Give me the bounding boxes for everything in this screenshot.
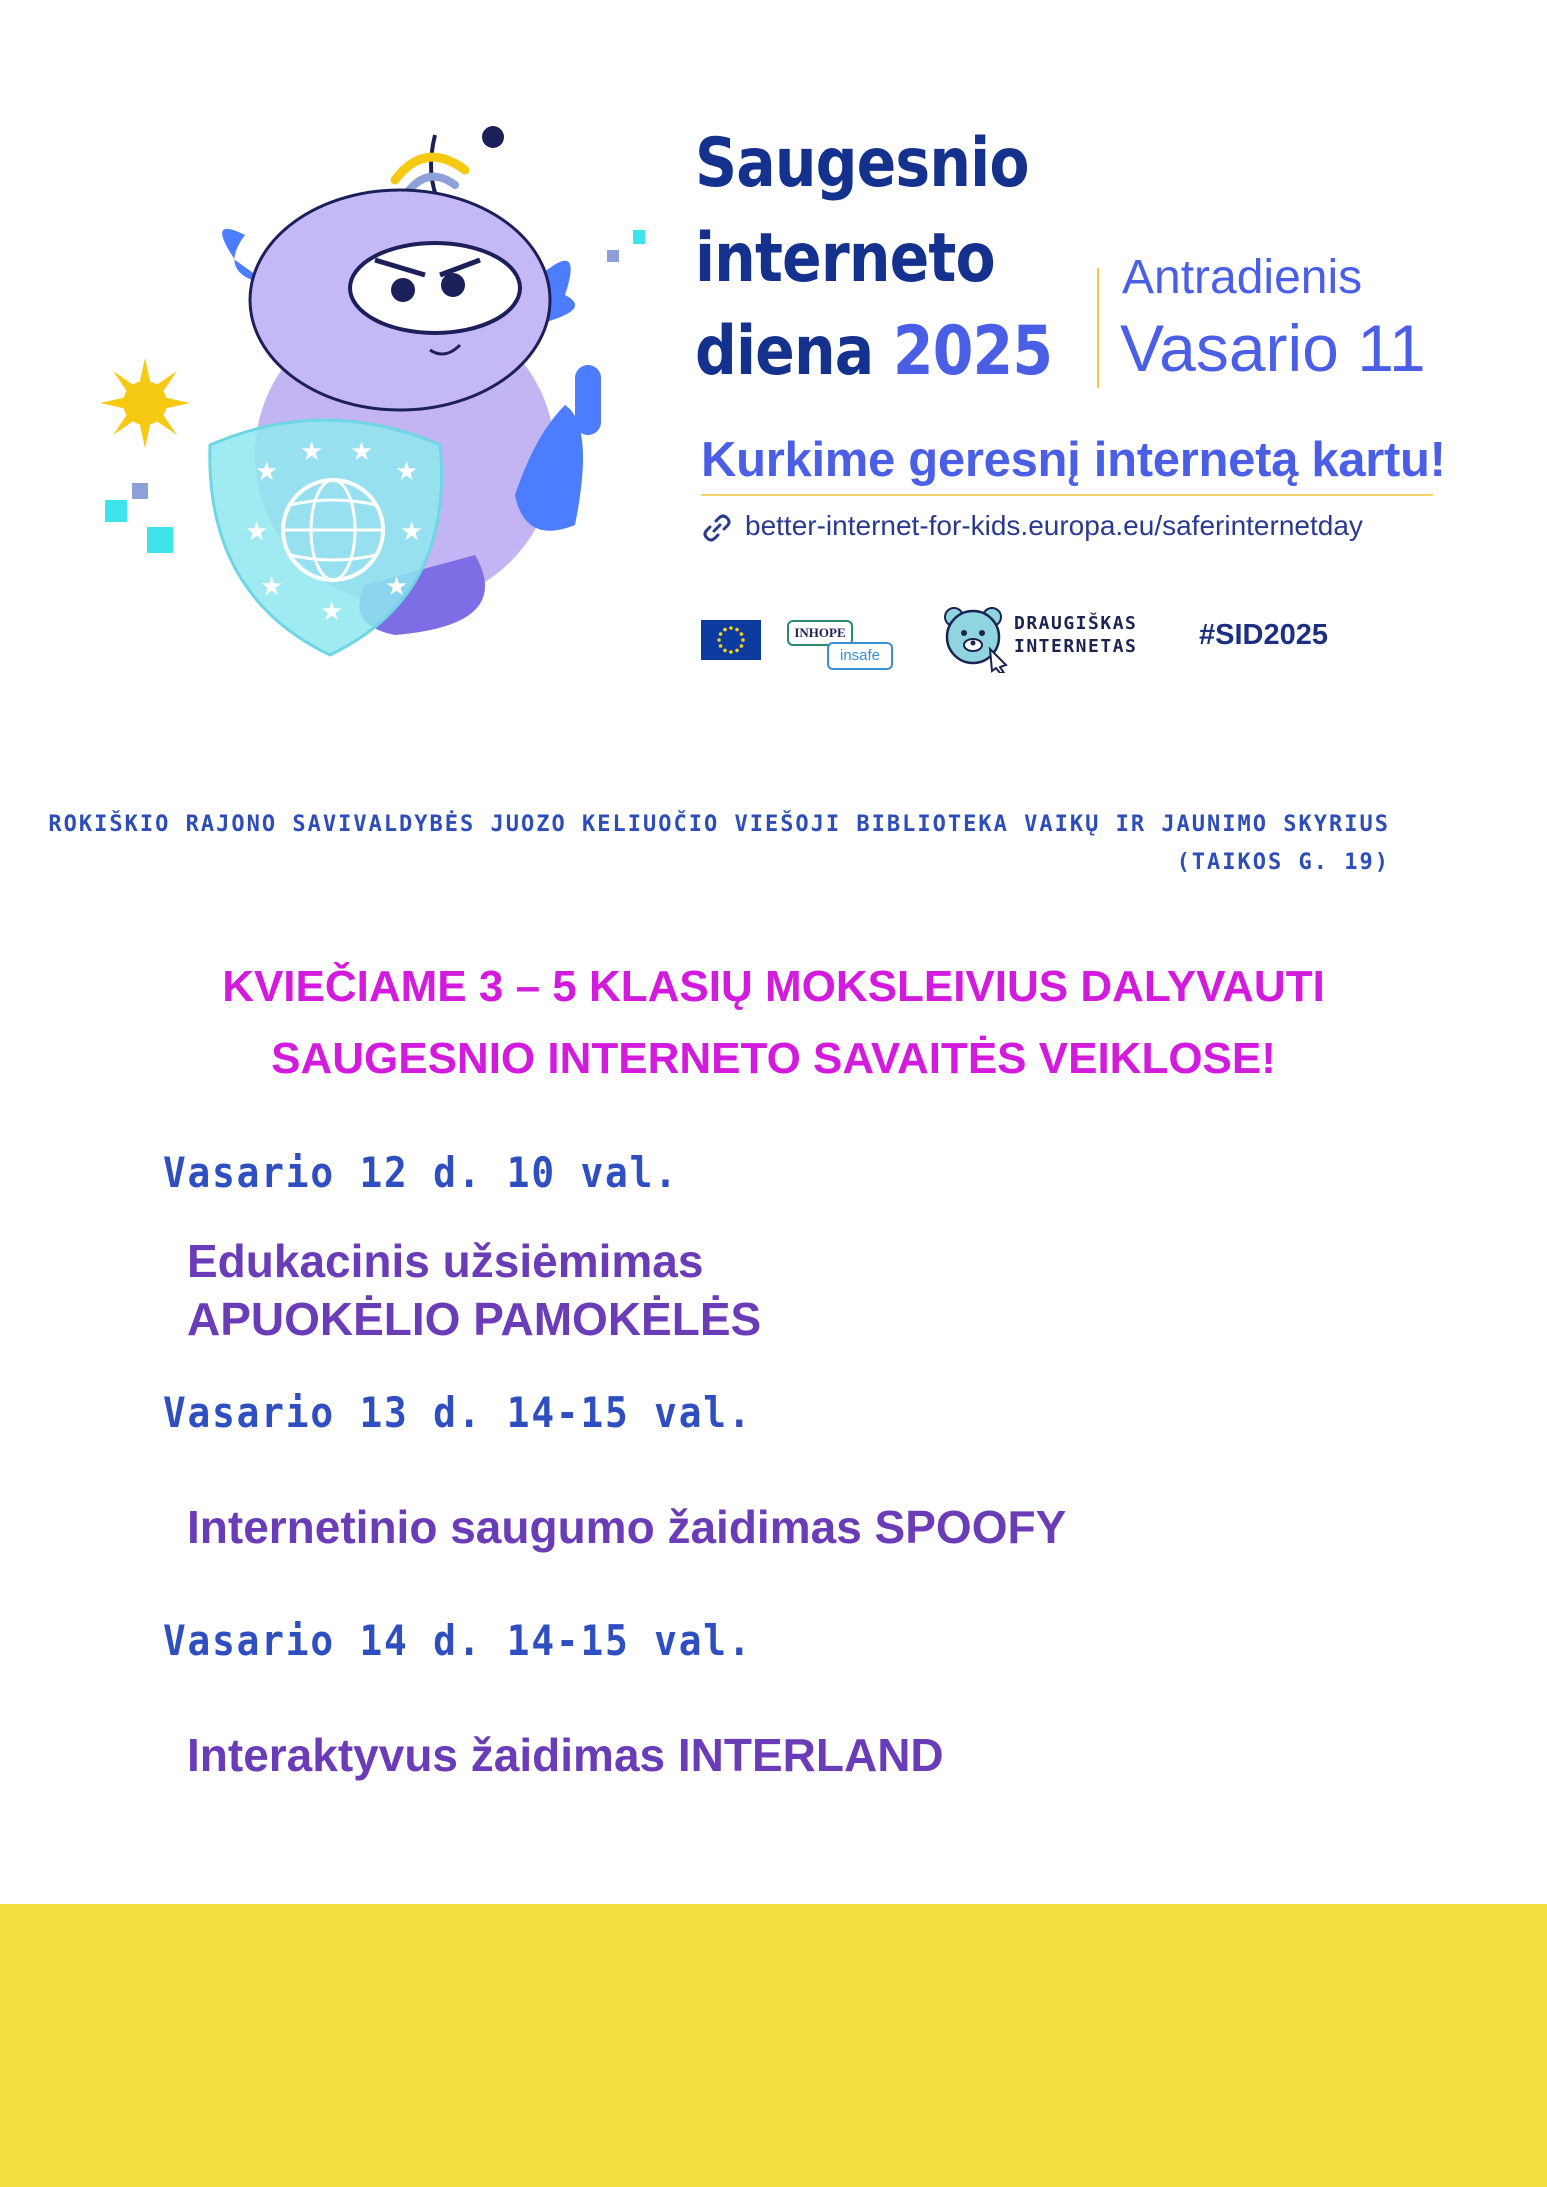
slogan: Kurkime geresnį internetą kartu!: [701, 433, 1446, 487]
library-name: ROKIŠKIO RAJONO SAVIVALDYBĖS JUOZO KELIUOČIO VIEŠOJI BIBLIOTEKA VAIKŲ IR JAUNIMO SKYRIUS: [48, 812, 1390, 837]
draugiskas-logo-line1: DRAUGIŠKAS: [1014, 613, 1138, 634]
event-3-title: Interaktyvus žaidimas INTERLAND: [187, 1729, 944, 1781]
svg-text:★: ★: [255, 457, 279, 487]
invitation-line-1: KVIEČIAME 3 – 5 KLASIŲ MOKSLEIVIUS DALYVAUTI: [222, 962, 1325, 1011]
invitation-line-2: SAUGESNIO INTERNETO SAVAITĖS VEIKLOSE!: [271, 1034, 1276, 1083]
library-address: (TAIKOS G. 19): [1176, 850, 1390, 875]
title-line-1: Saugesnio: [695, 124, 1029, 203]
title-year: 2025: [892, 312, 1053, 391]
svg-text:★: ★: [320, 597, 344, 627]
event-2-date: Vasario 13 d. 14-15 val.: [163, 1388, 753, 1437]
svg-text:★: ★: [245, 517, 269, 547]
website-link[interactable]: better-internet-for-kids.europa.eu/saferinternetday: [745, 510, 1363, 541]
svg-text:★: ★: [300, 437, 324, 467]
title-word-diena: diena: [695, 312, 874, 391]
mascot-illustration: [95, 125, 655, 665]
event-date: Vasario 11: [1120, 311, 1426, 385]
svg-text:★: ★: [260, 572, 284, 602]
event-1-title: Edukacinis užsiėmimas: [187, 1235, 704, 1287]
footer-band: [0, 1904, 1547, 2187]
title-line-2: interneto: [695, 219, 995, 298]
insafe-logo: insafe: [827, 642, 893, 670]
event-1-subtitle: APUOKĖLIO PAMOKĖLĖS: [187, 1293, 762, 1345]
link-icon: [701, 512, 733, 544]
inhope-logo: INHOPE: [787, 620, 853, 646]
bear-logo-icon: [940, 605, 1012, 673]
event-2-title: Internetinio saugumo žaidimas SPOOFY: [187, 1501, 1067, 1553]
svg-text:★: ★: [350, 437, 374, 467]
draugiskas-logo-line2: INTERNETAS: [1014, 636, 1138, 657]
inhope-insafe-logo: [787, 620, 894, 670]
title-line-3: [695, 312, 1053, 391]
hashtag: #SID2025: [1199, 619, 1328, 651]
header-divider: [1097, 268, 1099, 388]
slogan-underline: [701, 494, 1433, 496]
event-weekday: Antradienis: [1122, 251, 1363, 304]
svg-text:★: ★: [395, 457, 419, 487]
event-3-date: Vasario 14 d. 14-15 val.: [163, 1616, 753, 1665]
eu-flag-icon: [701, 620, 761, 660]
svg-text:★: ★: [400, 517, 424, 547]
event-1-date: Vasario 12 d. 10 val.: [163, 1148, 679, 1197]
sun-sparkle-icon: [100, 358, 190, 448]
svg-text:★: ★: [385, 572, 409, 602]
